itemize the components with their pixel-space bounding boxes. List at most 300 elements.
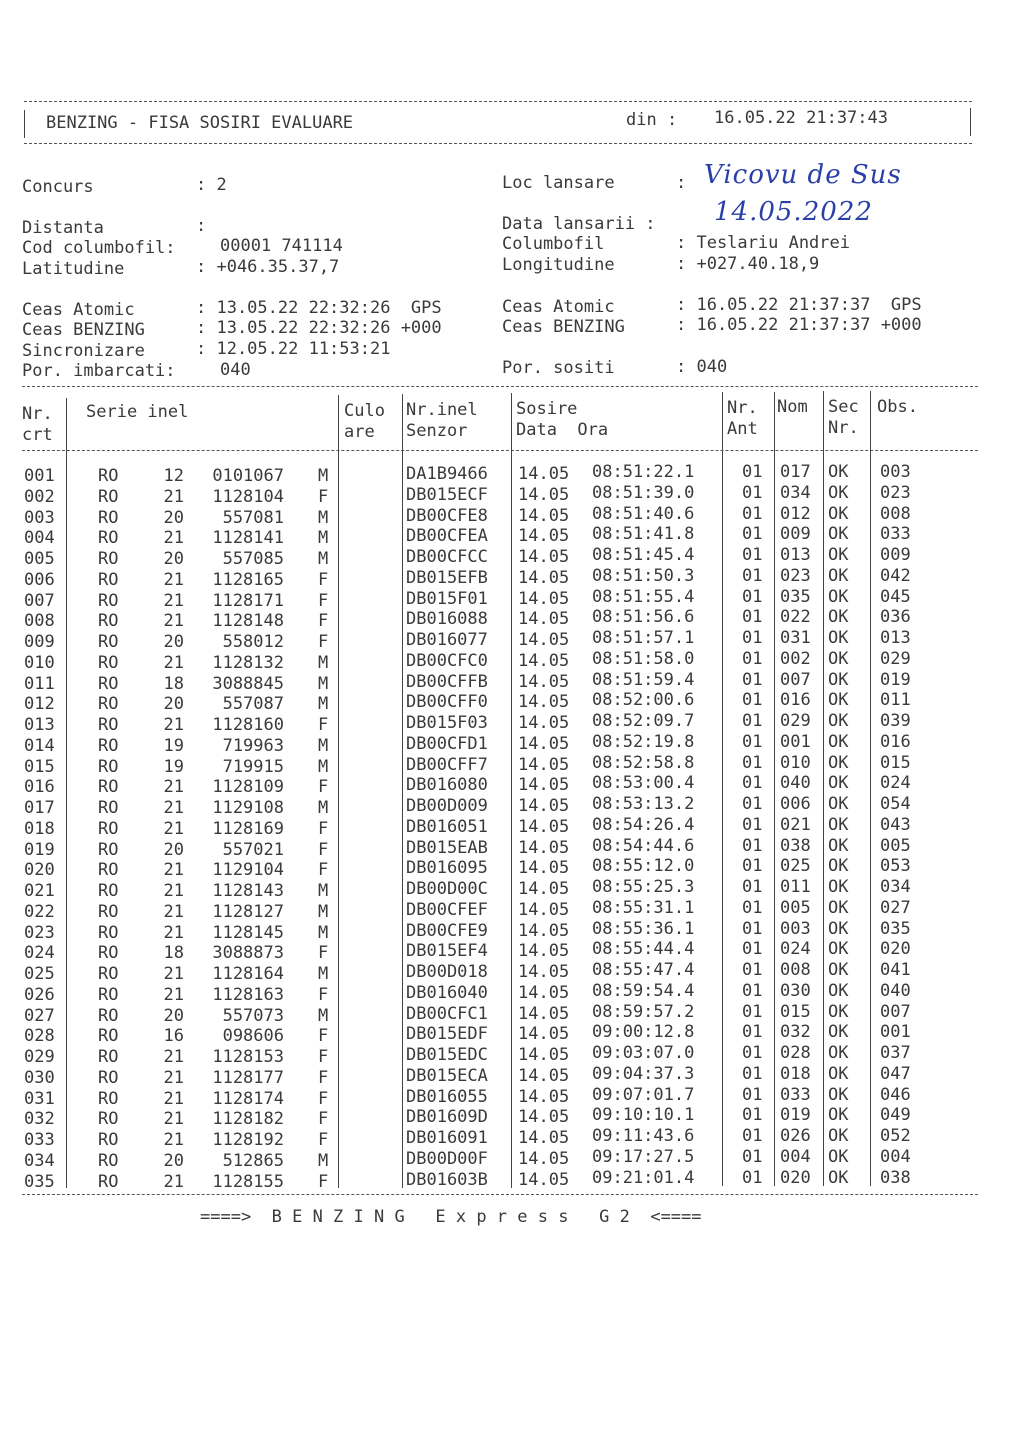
- cell-obs: 011: [880, 690, 911, 711]
- ceas-atomic-right-label: Ceas Atomic: [502, 297, 615, 317]
- cell-ora: 08:55:25.3: [592, 877, 695, 897]
- cell-nom: 035: [780, 586, 811, 607]
- cell-obs: 029: [880, 648, 911, 669]
- cell-tara: RO: [98, 943, 119, 964]
- cell-sex: M: [318, 756, 329, 777]
- cell-sex: M: [318, 466, 329, 486]
- table-row: [0, 482, 1024, 507]
- cell-an: 18: [163, 673, 184, 694]
- cell-an: 20: [163, 507, 184, 528]
- cell-ant: 01: [742, 794, 763, 814]
- longitudine-label: Longitudine: [502, 255, 615, 275]
- cell-tara: RO: [98, 528, 119, 549]
- cell-ora: 08:51:45.4: [592, 545, 695, 565]
- cell-an: 21: [163, 1047, 184, 1067]
- cell-sec: OK: [828, 980, 849, 1001]
- table-row: [0, 960, 1024, 984]
- cell-obs: 034: [880, 877, 911, 897]
- cell-senzor: DB00D009: [406, 796, 488, 816]
- cell-crt: 017: [24, 798, 55, 818]
- longitudine-value: : +027.40.18,9: [676, 254, 820, 274]
- cell-an: 21: [163, 777, 184, 798]
- cell-crt: 006: [24, 569, 55, 590]
- cell-nom: 015: [780, 1001, 811, 1022]
- cell-sec: OK: [828, 545, 849, 565]
- cell-an: 16: [163, 1026, 184, 1047]
- cell-ant: 01: [742, 856, 763, 877]
- table-row: [0, 628, 1024, 652]
- cell-sex: M: [318, 735, 329, 756]
- cell-obs: 037: [880, 1043, 911, 1063]
- table-row: [0, 669, 1024, 694]
- cell-ant: 01: [742, 980, 763, 1001]
- cell-crt: 002: [24, 486, 55, 507]
- cell-sec: OK: [828, 711, 849, 731]
- cell-senzor: DB016095: [406, 858, 488, 879]
- cell-tara: RO: [98, 549, 119, 569]
- cell-obs: 045: [880, 586, 911, 607]
- cell-inel: 558012: [222, 632, 284, 652]
- cell-sec: OK: [828, 648, 849, 669]
- cell-obs: 009: [880, 545, 911, 565]
- cell-obs: 035: [880, 918, 911, 939]
- cell-ant: 01: [742, 565, 763, 586]
- cell-an: 21: [163, 964, 184, 984]
- cell-obs: 024: [880, 773, 911, 794]
- cell-sex: F: [318, 1088, 329, 1109]
- cell-ora: 08:53:00.4: [592, 773, 695, 794]
- cell-tara: RO: [98, 798, 119, 818]
- th-sec-2: Nr.: [828, 418, 859, 438]
- cell-senzor: DB01609D: [406, 1107, 488, 1128]
- cell-sec: OK: [828, 939, 849, 960]
- cell-senzor: DB015ECF: [406, 484, 488, 505]
- cell-obs: 023: [880, 482, 911, 503]
- ceas-atomic-left-label: Ceas Atomic: [22, 300, 135, 320]
- cell-an: 21: [163, 1067, 184, 1088]
- cell-tara: RO: [98, 652, 119, 673]
- cell-obs: 049: [880, 1105, 911, 1126]
- cell-obs: 008: [880, 503, 911, 524]
- cell-sex: F: [318, 1047, 329, 1067]
- cell-tara: RO: [98, 715, 119, 735]
- table-row: [0, 545, 1024, 569]
- cell-crt: 033: [24, 1130, 55, 1150]
- cell-nom: 006: [780, 794, 811, 814]
- cell-obs: 001: [880, 1022, 911, 1043]
- cell-data: 14.05: [518, 464, 570, 484]
- cell-data: 14.05: [518, 567, 570, 588]
- cell-senzor: DB00D00C: [406, 879, 488, 899]
- cell-ant: 01: [742, 503, 763, 524]
- table-row: [0, 752, 1024, 777]
- cell-data: 14.05: [518, 796, 570, 816]
- cell-sex: F: [318, 943, 329, 964]
- table-row: [0, 1084, 1024, 1109]
- cell-tara: RO: [98, 632, 119, 652]
- cell-obs: 047: [880, 1063, 911, 1084]
- cell-ant: 01: [742, 1126, 763, 1146]
- cell-nom: 011: [780, 877, 811, 897]
- cell-ora: 09:04:37.3: [592, 1063, 695, 1084]
- cell-tara: RO: [98, 507, 119, 528]
- cell-data: 14.05: [518, 816, 570, 837]
- cell-crt: 028: [24, 1026, 55, 1047]
- sositi-value: : 040: [676, 357, 728, 377]
- cell-senzor: DB016080: [406, 775, 488, 796]
- cell-data: 14.05: [518, 858, 570, 879]
- cell-tara: RO: [98, 1005, 119, 1026]
- cell-nom: 002: [780, 648, 811, 669]
- cell-senzor: DB00D00F: [406, 1148, 488, 1169]
- cell-crt: 014: [24, 735, 55, 756]
- cell-ant: 01: [742, 586, 763, 607]
- cell-obs: 040: [880, 980, 911, 1001]
- cell-crt: 008: [24, 611, 55, 632]
- cell-inel: 1128163: [212, 984, 284, 1005]
- cell-senzor: DB00CFEF: [406, 899, 488, 920]
- cell-inel: 1128165: [212, 569, 284, 590]
- cell-nom: 019: [780, 1105, 811, 1126]
- cell-senzor: DA1B9466: [406, 464, 488, 484]
- cell-sec: OK: [828, 1167, 849, 1188]
- cell-crt: 003: [24, 507, 55, 528]
- cell-an: 20: [163, 549, 184, 569]
- cell-inel: 0101067: [212, 466, 284, 486]
- cell-ora: 08:51:40.6: [592, 503, 695, 524]
- cell-data: 14.05: [518, 982, 570, 1003]
- cell-tara: RO: [98, 881, 119, 901]
- cell-ora: 08:55:31.1: [592, 897, 695, 918]
- cell-sex: F: [318, 1171, 329, 1192]
- cell-an: 20: [163, 1150, 184, 1171]
- th-nr-ant-2: Ant: [727, 419, 758, 439]
- cell-tara: RO: [98, 839, 119, 860]
- cell-senzor: DB00CFE9: [406, 920, 488, 941]
- table-row: [0, 1063, 1024, 1088]
- cell-ant: 01: [742, 607, 763, 628]
- cell-sec: OK: [828, 565, 849, 586]
- cell-ora: 08:54:44.6: [592, 835, 695, 856]
- cell-data: 14.05: [518, 941, 570, 962]
- cell-inel: 1128171: [212, 590, 284, 611]
- cell-nom: 020: [780, 1167, 811, 1188]
- cell-nom: 021: [780, 814, 811, 835]
- cell-senzor: DB015EAB: [406, 837, 488, 858]
- cell-senzor: DB00CFFB: [406, 671, 488, 692]
- cell-tara: RO: [98, 486, 119, 507]
- cell-nom: 022: [780, 607, 811, 628]
- cell-sex: F: [318, 590, 329, 611]
- cell-sec: OK: [828, 1084, 849, 1105]
- sincronizare-value: : 12.05.22 11:53:21: [196, 339, 391, 359]
- cell-nom: 005: [780, 897, 811, 918]
- cell-ora: 08:55:44.4: [592, 939, 695, 960]
- table-row: [0, 918, 1024, 943]
- cell-inel: 1128132: [212, 652, 284, 673]
- imbarcati-value: 040: [220, 360, 251, 380]
- cell-tara: RO: [98, 1109, 119, 1130]
- cell-obs: 019: [880, 669, 911, 690]
- cell-an: 21: [163, 798, 184, 818]
- cell-senzor: DB015EDC: [406, 1045, 488, 1065]
- cell-senzor: DB016055: [406, 1086, 488, 1107]
- cell-sec: OK: [828, 586, 849, 607]
- cell-inel: 557021: [222, 839, 284, 860]
- table-row: [0, 1146, 1024, 1171]
- cell-ora: 08:51:39.0: [592, 482, 695, 503]
- cell-sex: F: [318, 611, 329, 632]
- cell-sex: M: [318, 1005, 329, 1026]
- cell-ant: 01: [742, 524, 763, 545]
- cell-ant: 01: [742, 1001, 763, 1022]
- cell-inel: 557073: [222, 1005, 284, 1026]
- cell-an: 21: [163, 1171, 184, 1192]
- th-culoare-2: are: [344, 422, 375, 442]
- cell-obs: 038: [880, 1167, 911, 1188]
- cell-an: 21: [163, 486, 184, 507]
- cell-sec: OK: [828, 524, 849, 545]
- cell-sec: OK: [828, 1146, 849, 1167]
- cell-senzor: DB00CFC1: [406, 1003, 488, 1024]
- cell-inel: 1128160: [212, 715, 284, 735]
- cell-ant: 01: [742, 711, 763, 731]
- cell-crt: 024: [24, 943, 55, 964]
- cell-sec: OK: [828, 773, 849, 794]
- cell-an: 21: [163, 818, 184, 839]
- cell-an: 20: [163, 632, 184, 652]
- cell-inel: 557087: [222, 694, 284, 715]
- th-nrinel-1: Nr.inel: [406, 400, 478, 420]
- cell-senzor: DB016051: [406, 816, 488, 837]
- cell-sec: OK: [828, 877, 849, 897]
- cell-sec: OK: [828, 918, 849, 939]
- cell-nom: 001: [780, 731, 811, 752]
- cell-sec: OK: [828, 814, 849, 835]
- cell-data: 14.05: [518, 733, 570, 754]
- cell-sex: M: [318, 549, 329, 569]
- cell-data: 14.05: [518, 1024, 570, 1045]
- cell-ant: 01: [742, 1043, 763, 1063]
- cell-tara: RO: [98, 756, 119, 777]
- cell-ora: 09:07:01.7: [592, 1084, 695, 1105]
- cell-inel: 1128109: [212, 777, 284, 798]
- table-row: [0, 939, 1024, 964]
- cell-crt: 023: [24, 922, 55, 943]
- cell-data: 14.05: [518, 962, 570, 982]
- loc-lansare-label: Loc lansare: [502, 173, 615, 193]
- cell-ant: 01: [742, 545, 763, 565]
- cell-sec: OK: [828, 1126, 849, 1146]
- table-row: [0, 690, 1024, 715]
- cell-nom: 003: [780, 918, 811, 939]
- cell-ora: 09:11:43.6: [592, 1126, 695, 1146]
- cell-crt: 022: [24, 901, 55, 922]
- cell-data: 14.05: [518, 484, 570, 505]
- cell-crt: 027: [24, 1005, 55, 1026]
- cell-ora: 08:55:36.1: [592, 918, 695, 939]
- cell-crt: 016: [24, 777, 55, 798]
- cell-sex: M: [318, 964, 329, 984]
- cell-inel: 557081: [222, 507, 284, 528]
- cell-inel: 1128145: [212, 922, 284, 943]
- cell-inel: 1129104: [212, 860, 284, 881]
- cell-an: 21: [163, 860, 184, 881]
- cell-obs: 013: [880, 628, 911, 648]
- cell-inel: 1128174: [212, 1088, 284, 1109]
- cell-crt: 021: [24, 881, 55, 901]
- cell-ora: 09:21:01.4: [592, 1167, 695, 1188]
- cell-inel: 1128127: [212, 901, 284, 922]
- cell-crt: 001: [24, 466, 55, 486]
- cell-an: 21: [163, 881, 184, 901]
- cell-obs: 046: [880, 1084, 911, 1105]
- cell-ant: 01: [742, 482, 763, 503]
- cell-data: 14.05: [518, 650, 570, 671]
- cell-nom: 004: [780, 1146, 811, 1167]
- concurs-label: Concurs: [22, 177, 94, 197]
- cell-inel: 1128182: [212, 1109, 284, 1130]
- table-row: [0, 1001, 1024, 1026]
- ceas-benzing-left-value: : 13.05.22 22:32:26 +000: [196, 318, 442, 338]
- cell-ora: 08:51:57.1: [592, 628, 695, 648]
- cell-data: 14.05: [518, 1086, 570, 1107]
- cell-data: 14.05: [518, 879, 570, 899]
- cell-tara: RO: [98, 466, 119, 486]
- data-lansarii-handwritten: 14.05.2022: [714, 197, 873, 227]
- cell-sec: OK: [828, 503, 849, 524]
- cell-sec: OK: [828, 960, 849, 980]
- cell-nom: 023: [780, 565, 811, 586]
- cell-inel: 512865: [222, 1150, 284, 1171]
- cell-ant: 01: [742, 939, 763, 960]
- table-row: [0, 1105, 1024, 1130]
- cell-sex: M: [318, 1150, 329, 1171]
- cell-an: 20: [163, 839, 184, 860]
- cell-nom: 038: [780, 835, 811, 856]
- cell-nom: 031: [780, 628, 811, 648]
- cell-sex: F: [318, 1130, 329, 1150]
- cell-ant: 01: [742, 648, 763, 669]
- cell-tara: RO: [98, 590, 119, 611]
- cell-inel: 1128155: [212, 1171, 284, 1192]
- cell-an: 21: [163, 652, 184, 673]
- cell-an: 21: [163, 590, 184, 611]
- cell-obs: 004: [880, 1146, 911, 1167]
- cell-ora: 08:51:55.4: [592, 586, 695, 607]
- cell-crt: 034: [24, 1150, 55, 1171]
- cell-ora: 08:51:41.8: [592, 524, 695, 545]
- cell-data: 14.05: [518, 1128, 570, 1148]
- table-row: [0, 877, 1024, 901]
- cell-an: 12: [163, 466, 184, 486]
- cell-ant: 01: [742, 897, 763, 918]
- cell-crt: 020: [24, 860, 55, 881]
- cell-obs: 033: [880, 524, 911, 545]
- table-row: [0, 648, 1024, 673]
- ceas-atomic-right-value: : 16.05.22 21:37:37 GPS: [676, 295, 922, 315]
- cell-ora: 08:52:09.7: [592, 711, 695, 731]
- cell-ora: 08:52:00.6: [592, 690, 695, 711]
- cell-ant: 01: [742, 1063, 763, 1084]
- cell-an: 21: [163, 1109, 184, 1130]
- cell-data: 14.05: [518, 588, 570, 609]
- cell-sex: M: [318, 507, 329, 528]
- cell-nom: 007: [780, 669, 811, 690]
- cell-tara: RO: [98, 694, 119, 715]
- cell-senzor: DB016040: [406, 982, 488, 1003]
- th-sec-1: Sec: [828, 397, 859, 417]
- cell-ora: 08:51:50.3: [592, 565, 695, 586]
- cell-nom: 024: [780, 939, 811, 960]
- cell-ora: 08:53:13.2: [592, 794, 695, 814]
- cell-nom: 033: [780, 1084, 811, 1105]
- cell-sex: F: [318, 1067, 329, 1088]
- cell-crt: 004: [24, 528, 55, 549]
- cell-ora: 08:52:58.8: [592, 752, 695, 773]
- cell-sec: OK: [828, 897, 849, 918]
- cell-crt: 009: [24, 632, 55, 652]
- cell-data: 14.05: [518, 630, 570, 650]
- concurs-value: : 2: [196, 175, 227, 195]
- cell-data: 14.05: [518, 1065, 570, 1086]
- cell-obs: 041: [880, 960, 911, 980]
- table-row: [0, 773, 1024, 798]
- cell-nom: 016: [780, 690, 811, 711]
- th-nr-crt-2: crt: [22, 425, 53, 445]
- cod-columbofil-value: 00001 741114: [220, 236, 343, 256]
- table-row: [0, 524, 1024, 549]
- table-row: [0, 1022, 1024, 1047]
- th-nom: Nom: [777, 397, 808, 417]
- cell-senzor: DB00CFEA: [406, 526, 488, 547]
- cell-crt: 010: [24, 652, 55, 673]
- cell-crt: 026: [24, 984, 55, 1005]
- cell-obs: 039: [880, 711, 911, 731]
- cell-crt: 029: [24, 1047, 55, 1067]
- cell-inel: 1128192: [212, 1130, 284, 1150]
- cell-inel: 3088873: [212, 943, 284, 964]
- cell-ora: 08:55:47.4: [592, 960, 695, 980]
- cell-crt: 005: [24, 549, 55, 569]
- cell-an: 21: [163, 901, 184, 922]
- cell-data: 14.05: [518, 1107, 570, 1128]
- cell-data: 14.05: [518, 754, 570, 775]
- cell-sec: OK: [828, 462, 849, 482]
- data-lansarii-label: Data lansarii :: [502, 214, 656, 234]
- cell-ant: 01: [742, 1146, 763, 1167]
- cell-obs: 043: [880, 814, 911, 835]
- cell-senzor: DB00CFCC: [406, 547, 488, 567]
- cell-sec: OK: [828, 1001, 849, 1022]
- cell-sex: M: [318, 652, 329, 673]
- cell-obs: 007: [880, 1001, 911, 1022]
- cell-ant: 01: [742, 918, 763, 939]
- table-row: [0, 1043, 1024, 1067]
- cell-crt: 013: [24, 715, 55, 735]
- table-row: [0, 565, 1024, 590]
- cell-nom: 030: [780, 980, 811, 1001]
- cell-ora: 08:51:59.4: [592, 669, 695, 690]
- cell-data: 14.05: [518, 1003, 570, 1024]
- cell-crt: 011: [24, 673, 55, 694]
- columbofil-value: : Teslariu Andrei: [676, 233, 850, 253]
- cell-sex: M: [318, 901, 329, 922]
- cell-tara: RO: [98, 1130, 119, 1150]
- cell-senzor: DB00CFF0: [406, 692, 488, 713]
- latitudine-value: : +046.35.37,7: [196, 257, 340, 277]
- cell-sec: OK: [828, 752, 849, 773]
